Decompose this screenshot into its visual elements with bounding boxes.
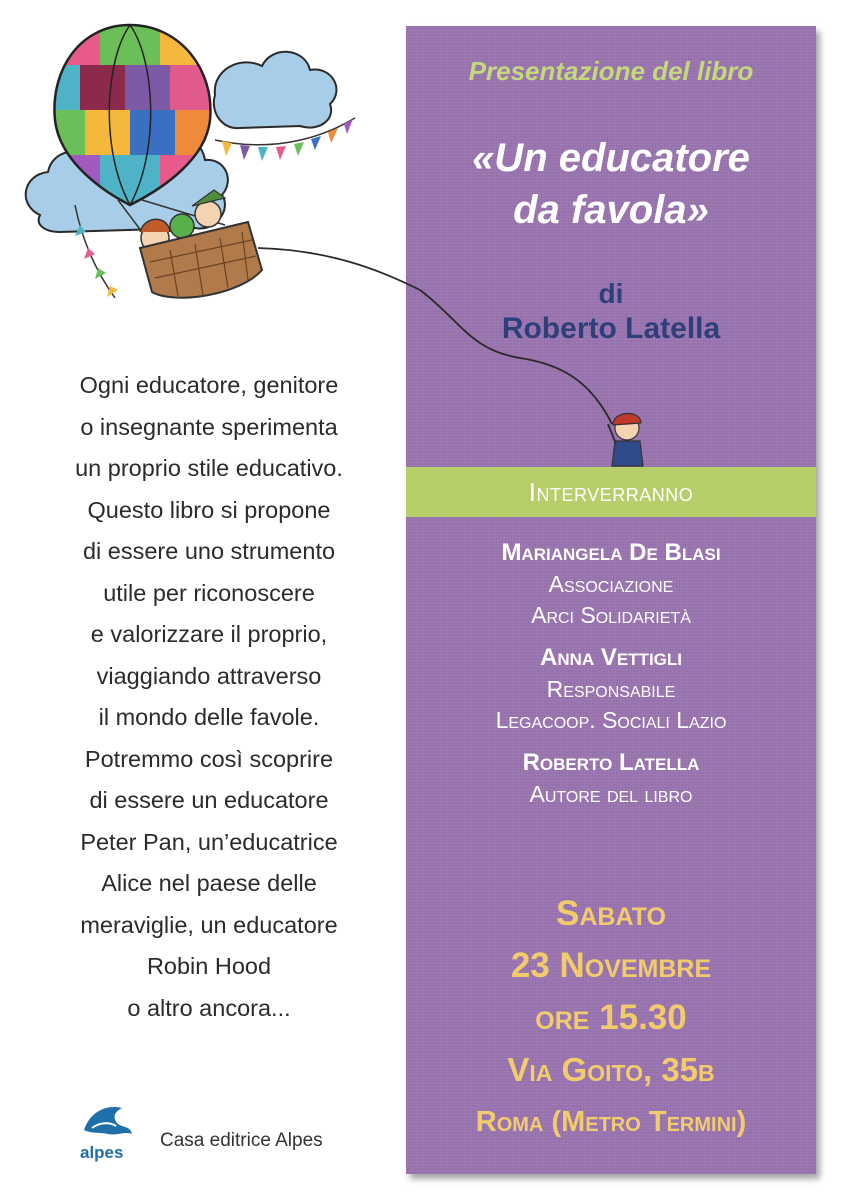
speaker-role: Responsabile <box>546 676 676 702</box>
speakers-list <box>406 536 816 810</box>
presentation-label: Presentazione del libro <box>468 56 754 86</box>
bunting-icon <box>75 118 355 298</box>
description-line: o insegnante sperimenta <box>80 413 338 440</box>
description-line: e valorizzare il proprio, <box>90 621 328 647</box>
description-line: Potremmo così scoprire <box>84 745 334 772</box>
event-panel <box>406 26 816 1174</box>
publisher-block <box>78 1098 398 1168</box>
hot-air-balloon-icon <box>40 15 262 298</box>
description-line: utile per riconoscere <box>103 579 315 606</box>
publisher-logo-text: alpes <box>80 1143 124 1162</box>
book-title-line-2: da favola» <box>513 188 709 232</box>
description-line: di essere uno strumento <box>82 538 336 564</box>
description-line: Ogni educatore, genitore <box>79 372 339 398</box>
description-line: di essere un educatore <box>89 787 329 813</box>
description-line: meraviglie, un educatore <box>80 911 338 938</box>
speaker-role: Autore del libro <box>529 781 693 807</box>
description-line: il mondo delle favole. <box>98 704 320 730</box>
event-city: Roma (Metro Termini) <box>475 1106 747 1138</box>
speaker-role: Arci Solidarietà <box>531 602 691 628</box>
publisher-name: Casa editrice Alpes <box>160 1130 323 1151</box>
event-day: Sabato <box>556 894 666 933</box>
description-line: Robin Hood <box>146 953 272 979</box>
speaker-role: Associazione <box>548 571 674 597</box>
event-time: ore 15.30 <box>535 998 687 1037</box>
cloud-icon <box>26 52 337 232</box>
speaker-role: Legacoop. Sociali Lazio <box>495 707 727 733</box>
description-line: Questo libro si propone <box>87 496 331 523</box>
book-title <box>406 132 816 236</box>
event-date: 23 Novembre <box>510 946 712 985</box>
by-label: di <box>598 278 624 309</box>
description-line: un proprio stile educativo. <box>75 455 343 481</box>
speaker-spacer <box>406 736 816 746</box>
description-line: Alice nel paese delle <box>101 870 317 896</box>
alpes-logo-icon <box>78 1098 138 1166</box>
author-name: Roberto Latella <box>501 312 721 345</box>
event-address: Via Goito, 35b <box>507 1051 715 1088</box>
book-title-line-1: «Un educatore <box>472 136 750 180</box>
description-line: viaggiando attraverso <box>96 662 322 689</box>
speakers-heading: Interverranno <box>406 467 816 517</box>
description-line: o altro ancora... <box>127 994 291 1021</box>
speaker-name: Mariangela De Blasi <box>501 539 721 566</box>
book-description <box>14 365 404 1029</box>
event-details <box>406 888 816 1148</box>
description-line: Peter Pan, un’educatrice <box>80 828 338 855</box>
speaker-name: Anna Vettigli <box>540 644 682 671</box>
speaker-spacer <box>406 631 816 641</box>
speaker-name: Roberto Latella <box>522 749 700 776</box>
